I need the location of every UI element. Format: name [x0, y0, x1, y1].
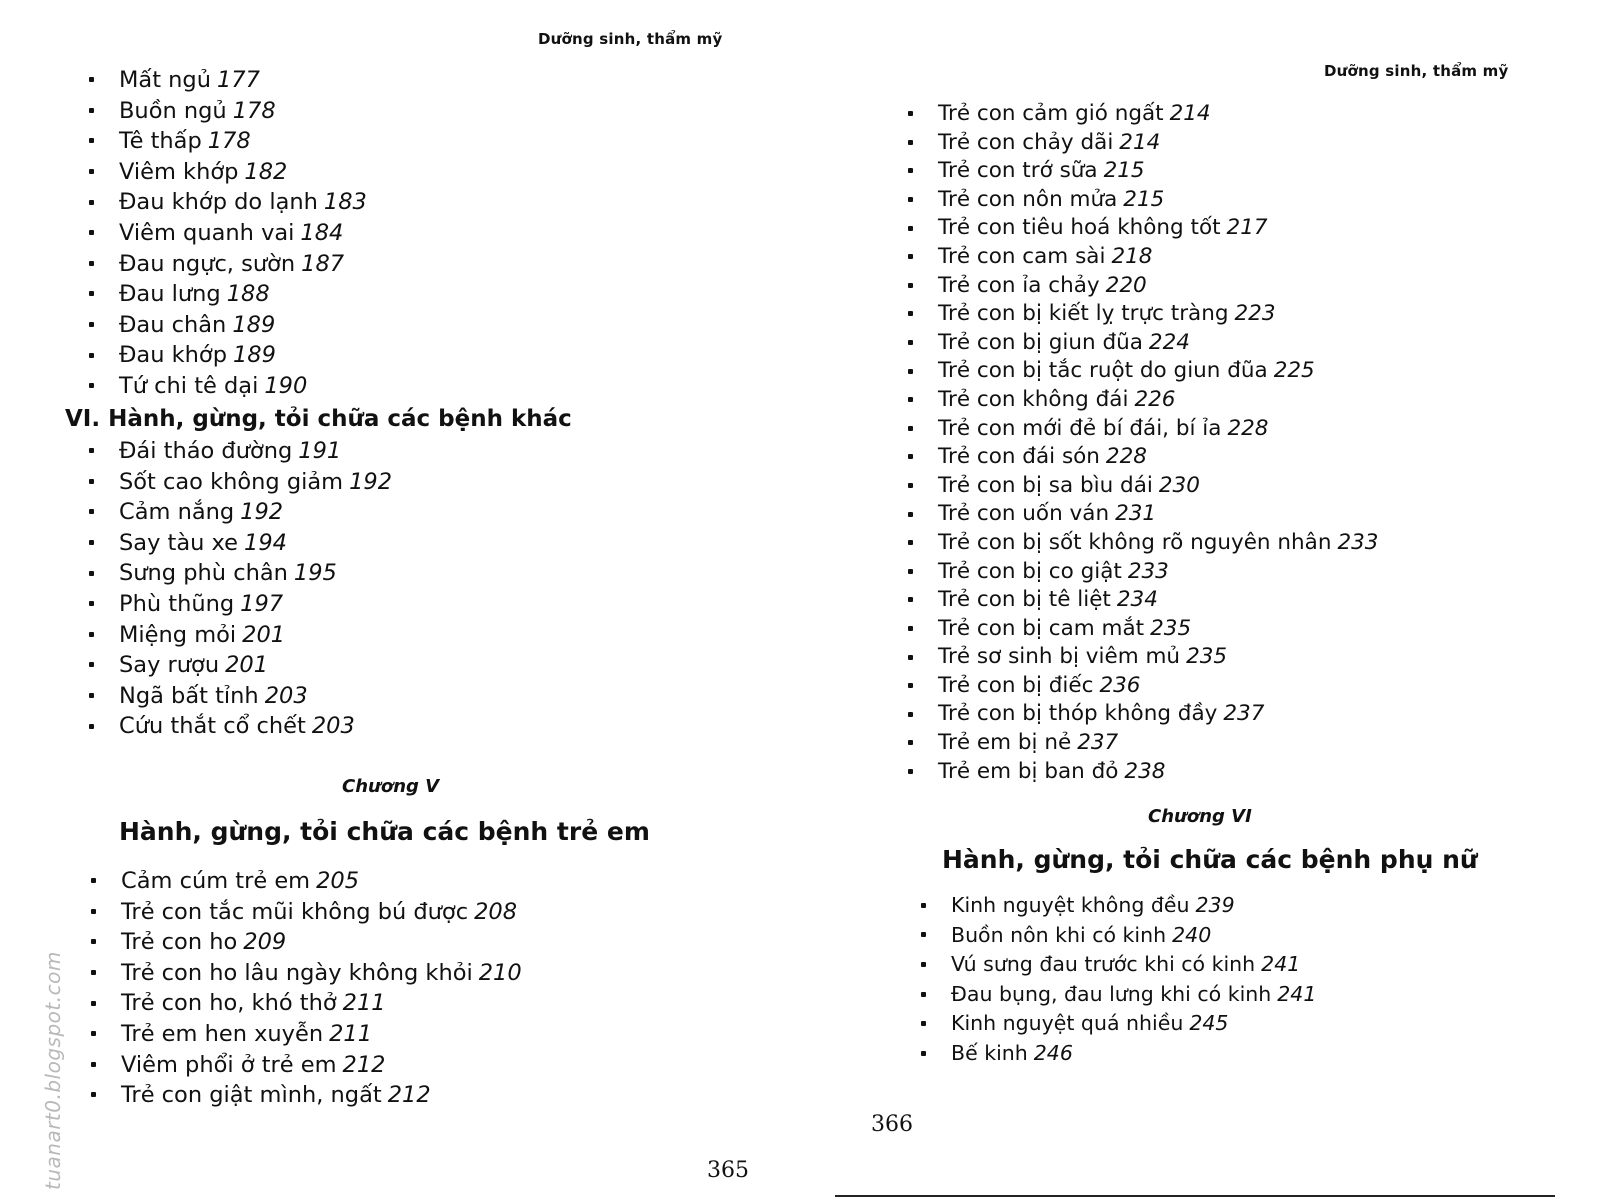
- toc-entry-title: Trẻ em bị ban đỏ: [938, 758, 1119, 784]
- toc-entry-page: 208: [474, 898, 518, 925]
- toc-entry: [938, 529, 1379, 558]
- bullet-icon: [91, 939, 96, 944]
- bullet-icon: [89, 509, 94, 514]
- toc-entry: [938, 500, 1379, 529]
- toc-entry-title: Trẻ con bị sa bìu dái: [938, 472, 1153, 498]
- toc-entry-title: Trẻ con ho lâu ngày không khỏi: [121, 959, 473, 986]
- bullet-icon: [908, 683, 913, 688]
- toc-entry: [938, 586, 1379, 615]
- toc-entry-page: 226: [1134, 386, 1176, 412]
- bullet-icon: [921, 962, 926, 967]
- toc-entry-page: 188: [226, 281, 270, 308]
- toc-entry-title: Đái tháo đường: [119, 438, 293, 464]
- toc-entry-title: Viêm quanh vai: [119, 219, 295, 246]
- toc-entry-page: 215: [1103, 158, 1145, 184]
- bullet-icon: [91, 970, 96, 975]
- toc-entry: [119, 126, 367, 157]
- toc-entry: [119, 96, 367, 127]
- toc-entry-page: 241: [1261, 952, 1301, 977]
- toc-entry: [119, 65, 367, 96]
- toc-entry-page: 230: [1158, 472, 1200, 498]
- toc-entry: [938, 415, 1379, 444]
- toc-entry: [938, 558, 1379, 587]
- toc-entry: [938, 186, 1379, 215]
- bullet-icon: [89, 291, 94, 296]
- toc-entry-page: 212: [342, 1051, 386, 1078]
- toc-entry: [938, 386, 1379, 415]
- bullet-icon: [908, 740, 913, 745]
- bullet-icon: [908, 197, 913, 202]
- toc-entry-title: Buồn ngủ: [119, 97, 227, 124]
- bullet-icon: [89, 261, 94, 266]
- bullet-icon: [908, 311, 913, 316]
- bullet-icon: [908, 569, 913, 574]
- toc-entry-page: 192: [349, 468, 393, 495]
- chapter-title: Hành, gừng, tỏi chữa các bệnh trẻ em: [119, 817, 650, 846]
- right-page: [820, 0, 1600, 1200]
- bullet-icon: [921, 903, 926, 908]
- page-number: 365: [707, 1158, 749, 1183]
- toc-entry: [119, 620, 392, 651]
- bullet-icon: [89, 693, 94, 698]
- toc-entry: [121, 927, 522, 958]
- toc-entry-page: 233: [1337, 529, 1379, 555]
- toc-entry-page: 228: [1227, 415, 1269, 441]
- toc-entry: [119, 187, 367, 218]
- toc-entry-page: 215: [1123, 186, 1165, 212]
- bullet-icon: [91, 909, 96, 914]
- toc-entry: [951, 1039, 1316, 1069]
- toc-entry-title: Kinh nguyệt không đều: [951, 893, 1190, 917]
- bullet-icon: [908, 769, 913, 774]
- bullet-icon: [89, 724, 94, 729]
- toc-entry: [951, 1009, 1316, 1039]
- toc-entry: [119, 371, 367, 402]
- toc-entry: [119, 589, 392, 620]
- toc-entry: [119, 436, 392, 467]
- toc-entry-title: Buồn nôn khi có kinh: [951, 922, 1167, 947]
- toc-entry: [119, 467, 392, 498]
- toc-entry: [119, 497, 392, 528]
- toc-entry-title: Cảm cúm trẻ em: [121, 868, 311, 894]
- running-head: Dưỡng sinh, thẩm mỹ: [1324, 62, 1509, 80]
- toc-entry: [951, 950, 1316, 980]
- toc-entry: [119, 249, 367, 280]
- toc-entry-title: Viêm khớp: [119, 158, 239, 185]
- toc-entry-title: Trẻ em hen xuyễn: [121, 1020, 324, 1047]
- toc-entry-page: 218: [1111, 243, 1153, 269]
- toc-entry: [938, 357, 1379, 386]
- toc-entry: [938, 672, 1379, 701]
- running-head: Dưỡng sinh, thẩm mỹ: [538, 30, 723, 48]
- toc-entry-page: 189: [232, 311, 276, 338]
- bullet-icon: [91, 1062, 96, 1067]
- toc-entry-page: 241: [1277, 981, 1317, 1006]
- bullet-icon: [921, 1021, 926, 1026]
- toc-entry-title: Trẻ con bị tê liệt: [938, 587, 1111, 613]
- bullet-icon: [89, 322, 94, 327]
- toc-entry-title: Trẻ con nôn mửa: [938, 186, 1118, 212]
- bullet-icon: [89, 479, 94, 484]
- toc-entry: [938, 157, 1379, 186]
- toc-entry: [938, 243, 1379, 272]
- toc-entry-title: Trẻ con tiêu hoá không tốt: [938, 215, 1221, 241]
- toc-list: [119, 65, 367, 402]
- toc-entry-page: 197: [240, 590, 284, 617]
- toc-entry-title: Trẻ con bị kiết lỵ trực tràng: [938, 301, 1229, 327]
- toc-list: [951, 891, 1316, 1069]
- toc-entry-title: Tứ chi tê dại: [119, 372, 259, 399]
- toc-entry-page: 211: [342, 990, 386, 1017]
- toc-entry-page: 203: [264, 682, 308, 709]
- toc-entry-page: 178: [207, 128, 251, 155]
- toc-entry-page: 182: [244, 158, 288, 185]
- toc-entry-title: Cứu thắt cổ chết: [119, 713, 306, 740]
- toc-entry: [121, 988, 522, 1019]
- bullet-icon: [89, 601, 94, 606]
- toc-entry-page: 191: [298, 438, 342, 464]
- toc-entry: [938, 472, 1379, 501]
- toc-entry-title: Đau khớp: [119, 342, 227, 369]
- toc-entry-page: 195: [293, 560, 337, 587]
- bullet-icon: [908, 540, 913, 545]
- toc-list: [121, 866, 522, 1111]
- toc-entry-title: Ngã bất tỉnh: [119, 682, 259, 709]
- toc-entry: [119, 681, 392, 712]
- toc-entry-title: Say tàu xe: [119, 529, 239, 556]
- bullet-icon: [908, 454, 913, 459]
- toc-entry-page: 233: [1127, 558, 1169, 584]
- toc-entry-title: Vú sưng đau trước khi có kinh: [951, 952, 1256, 977]
- bullet-icon: [908, 655, 913, 660]
- toc-entry-page: 214: [1119, 129, 1161, 155]
- bullet-icon: [908, 254, 913, 259]
- toc-entry-page: 187: [301, 250, 345, 277]
- toc-entry-title: Đau lưng: [119, 281, 221, 308]
- toc-entry-page: 236: [1099, 672, 1141, 698]
- toc-entry: [119, 279, 367, 310]
- toc-entry-page: 177: [216, 67, 260, 93]
- toc-entry: [121, 1050, 522, 1081]
- toc-entry-page: 201: [225, 652, 269, 679]
- toc-entry: [121, 1080, 522, 1111]
- toc-entry-title: Bế kinh: [951, 1040, 1028, 1065]
- toc-entry-page: 192: [240, 499, 284, 526]
- toc-entry-title: Say rượu: [119, 652, 220, 679]
- bullet-icon: [91, 878, 96, 883]
- bullet-icon: [89, 383, 94, 388]
- toc-entry-page: 214: [1169, 101, 1211, 126]
- toc-entry-page: 246: [1033, 1040, 1073, 1065]
- toc-entry: [121, 1019, 522, 1050]
- toc-entry-title: Trẻ con trớ sữa: [938, 158, 1098, 184]
- bullet-icon: [91, 1031, 96, 1036]
- bullet-icon: [89, 108, 94, 113]
- toc-entry-page: 245: [1189, 1011, 1229, 1036]
- toc-entry-title: Trẻ con ỉa chảy: [938, 272, 1100, 298]
- bullet-icon: [89, 448, 94, 453]
- toc-entry-page: 228: [1105, 444, 1147, 470]
- bullet-icon: [921, 1051, 926, 1056]
- toc-entry-page: 184: [300, 219, 344, 246]
- bullet-icon: [91, 1092, 96, 1097]
- toc-entry-title: Trẻ con cảm gió ngất: [938, 101, 1164, 126]
- toc-entry: [951, 980, 1316, 1010]
- bullet-icon: [908, 340, 913, 345]
- toc-entry-page: 231: [1115, 501, 1157, 527]
- toc-entry-page: 235: [1150, 615, 1192, 641]
- toc-entry: [938, 643, 1379, 672]
- toc-list: [938, 100, 1379, 786]
- toc-entry-title: Trẻ con ho, khó thở: [121, 990, 337, 1017]
- toc-entry-page: 225: [1273, 358, 1315, 384]
- page-number: 366: [871, 1112, 913, 1137]
- toc-entry-page: 234: [1116, 587, 1158, 613]
- toc-entry-title: Trẻ con không đái: [938, 386, 1129, 412]
- toc-entry-title: Tê thấp: [119, 128, 202, 155]
- toc-entry: [119, 218, 367, 249]
- toc-entry-page: 239: [1195, 893, 1235, 917]
- toc-entry: [938, 758, 1379, 787]
- toc-entry-page: 223: [1234, 301, 1276, 327]
- toc-entry: [938, 729, 1379, 758]
- toc-entry-page: 201: [242, 621, 286, 648]
- toc-entry-page: 178: [232, 97, 276, 124]
- toc-entry-title: Viêm phổi ở trẻ em: [121, 1051, 337, 1078]
- toc-entry-title: Đau khớp do lạnh: [119, 189, 318, 216]
- toc-entry: [951, 921, 1316, 951]
- bullet-icon: [908, 483, 913, 488]
- toc-entry: [938, 329, 1379, 358]
- toc-entry-page: 235: [1186, 644, 1228, 670]
- bullet-icon: [908, 397, 913, 402]
- bullet-icon: [908, 626, 913, 631]
- chapter-label: Chương V: [342, 776, 440, 797]
- bullet-icon: [908, 226, 913, 231]
- section-heading: VI. Hành, gừng, tỏi chữa các bệnh khác: [65, 406, 572, 432]
- bullet-icon: [89, 138, 94, 143]
- toc-entry-title: Trẻ con bị sốt không rõ nguyên nhân: [938, 529, 1332, 555]
- toc-entry-page: 203: [311, 713, 355, 740]
- toc-entry-title: Cảm nắng: [119, 499, 235, 526]
- toc-entry: [121, 866, 522, 897]
- toc-entry: [938, 443, 1379, 472]
- bullet-icon: [921, 932, 926, 937]
- bullet-icon: [89, 571, 94, 576]
- toc-entry: [938, 129, 1379, 158]
- toc-entry-page: 211: [329, 1020, 373, 1047]
- toc-entry: [938, 700, 1379, 729]
- toc-entry-page: 194: [244, 529, 287, 556]
- toc-entry-page: 183: [323, 189, 367, 216]
- toc-entry-title: Trẻ con giật mình, ngất: [121, 1082, 382, 1109]
- toc-entry: [119, 157, 367, 188]
- toc-entry-title: Trẻ con bị co giật: [938, 558, 1122, 584]
- toc-entry-title: Đau ngực, sườn: [119, 250, 296, 277]
- bullet-icon: [89, 200, 94, 205]
- toc-entry: [938, 615, 1379, 644]
- bullet-icon: [908, 283, 913, 288]
- toc-entry-title: Trẻ con bị giun đũa: [938, 329, 1143, 355]
- toc-entry-page: 190: [264, 372, 308, 399]
- toc-entry-title: Trẻ con bị cam mắt: [938, 615, 1145, 641]
- bottom-rule: [835, 1195, 1555, 1197]
- toc-entry: [938, 214, 1379, 243]
- toc-entry-title: Trẻ con uốn ván: [938, 501, 1110, 527]
- bullet-icon: [908, 168, 913, 173]
- bullet-icon: [908, 512, 913, 517]
- toc-entry: [938, 272, 1379, 301]
- toc-entry: [121, 958, 522, 989]
- bullet-icon: [908, 426, 913, 431]
- bullet-icon: [89, 632, 94, 637]
- toc-entry: [119, 711, 392, 742]
- toc-entry-page: 237: [1077, 730, 1119, 756]
- toc-entry-title: Phù thũng: [119, 590, 235, 617]
- toc-entry-page: 189: [232, 342, 276, 369]
- bullet-icon: [91, 1001, 96, 1006]
- toc-entry-title: Trẻ con cam sài: [938, 243, 1106, 269]
- toc-entry: [938, 300, 1379, 329]
- toc-entry-title: Trẻ con bị điếc: [938, 672, 1094, 698]
- bullet-icon: [89, 662, 94, 667]
- bullet-icon: [921, 992, 926, 997]
- toc-entry-page: 205: [316, 868, 360, 894]
- bullet-icon: [89, 540, 94, 545]
- toc-entry-page: 217: [1226, 215, 1268, 241]
- chapter-label: Chương VI: [1148, 806, 1252, 827]
- toc-entry-title: Trẻ sơ sinh bị viêm mủ: [938, 644, 1181, 670]
- toc-entry-title: Trẻ con đái són: [938, 444, 1100, 470]
- toc-entry-page: 238: [1124, 758, 1166, 784]
- toc-entry-title: Mất ngủ: [119, 67, 211, 93]
- toc-entry-title: Trẻ con chảy dãi: [938, 129, 1114, 155]
- toc-entry-page: 210: [478, 959, 522, 986]
- chapter-title: Hành, gừng, tỏi chữa các bệnh phụ nữ: [942, 845, 1478, 874]
- bullet-icon: [89, 77, 94, 82]
- watermark: tuanart0.blogspot.com: [41, 951, 65, 1190]
- bullet-icon: [908, 111, 913, 116]
- toc-entry-title: Trẻ con tắc mũi không bú được: [121, 898, 469, 925]
- toc-list: [119, 436, 392, 742]
- toc-entry-page: 237: [1223, 701, 1265, 727]
- toc-entry: [119, 558, 392, 589]
- toc-entry-page: 220: [1105, 272, 1147, 298]
- toc-entry-page: 209: [243, 929, 287, 956]
- bullet-icon: [908, 140, 913, 145]
- toc-entry: [951, 891, 1316, 921]
- bullet-icon: [89, 353, 94, 358]
- toc-entry-title: Kinh nguyệt quá nhiều: [951, 1011, 1184, 1036]
- toc-entry-title: Sốt cao không giảm: [119, 468, 344, 495]
- toc-entry-title: Đau bụng, đau lưng khi có kinh: [951, 981, 1272, 1006]
- toc-entry-title: Sưng phù chân: [119, 560, 288, 587]
- toc-entry-title: Trẻ con ho: [121, 929, 238, 956]
- toc-entry: [119, 340, 367, 371]
- toc-entry-title: Trẻ con mới đẻ bí đái, bí ỉa: [938, 415, 1222, 441]
- toc-entry-page: 224: [1148, 329, 1190, 355]
- toc-entry: [938, 100, 1379, 129]
- toc-entry: [121, 897, 522, 928]
- toc-entry: [119, 650, 392, 681]
- bullet-icon: [908, 597, 913, 602]
- bullet-icon: [89, 169, 94, 174]
- toc-entry: [119, 528, 392, 559]
- bullet-icon: [908, 712, 913, 717]
- toc-entry-title: Trẻ em bị nẻ: [938, 730, 1072, 756]
- toc-entry-title: Miệng mỏi: [119, 621, 237, 648]
- toc-entry-title: Trẻ con bị thóp không đầy: [938, 701, 1218, 727]
- toc-entry-page: 240: [1172, 922, 1212, 947]
- toc-entry-title: Trẻ con bị tắc ruột do giun đũa: [938, 358, 1268, 384]
- toc-entry-page: 212: [387, 1082, 431, 1109]
- bullet-icon: [908, 369, 913, 374]
- toc-entry-title: Đau chân: [119, 311, 227, 338]
- toc-entry: [119, 310, 367, 341]
- bullet-icon: [89, 230, 94, 235]
